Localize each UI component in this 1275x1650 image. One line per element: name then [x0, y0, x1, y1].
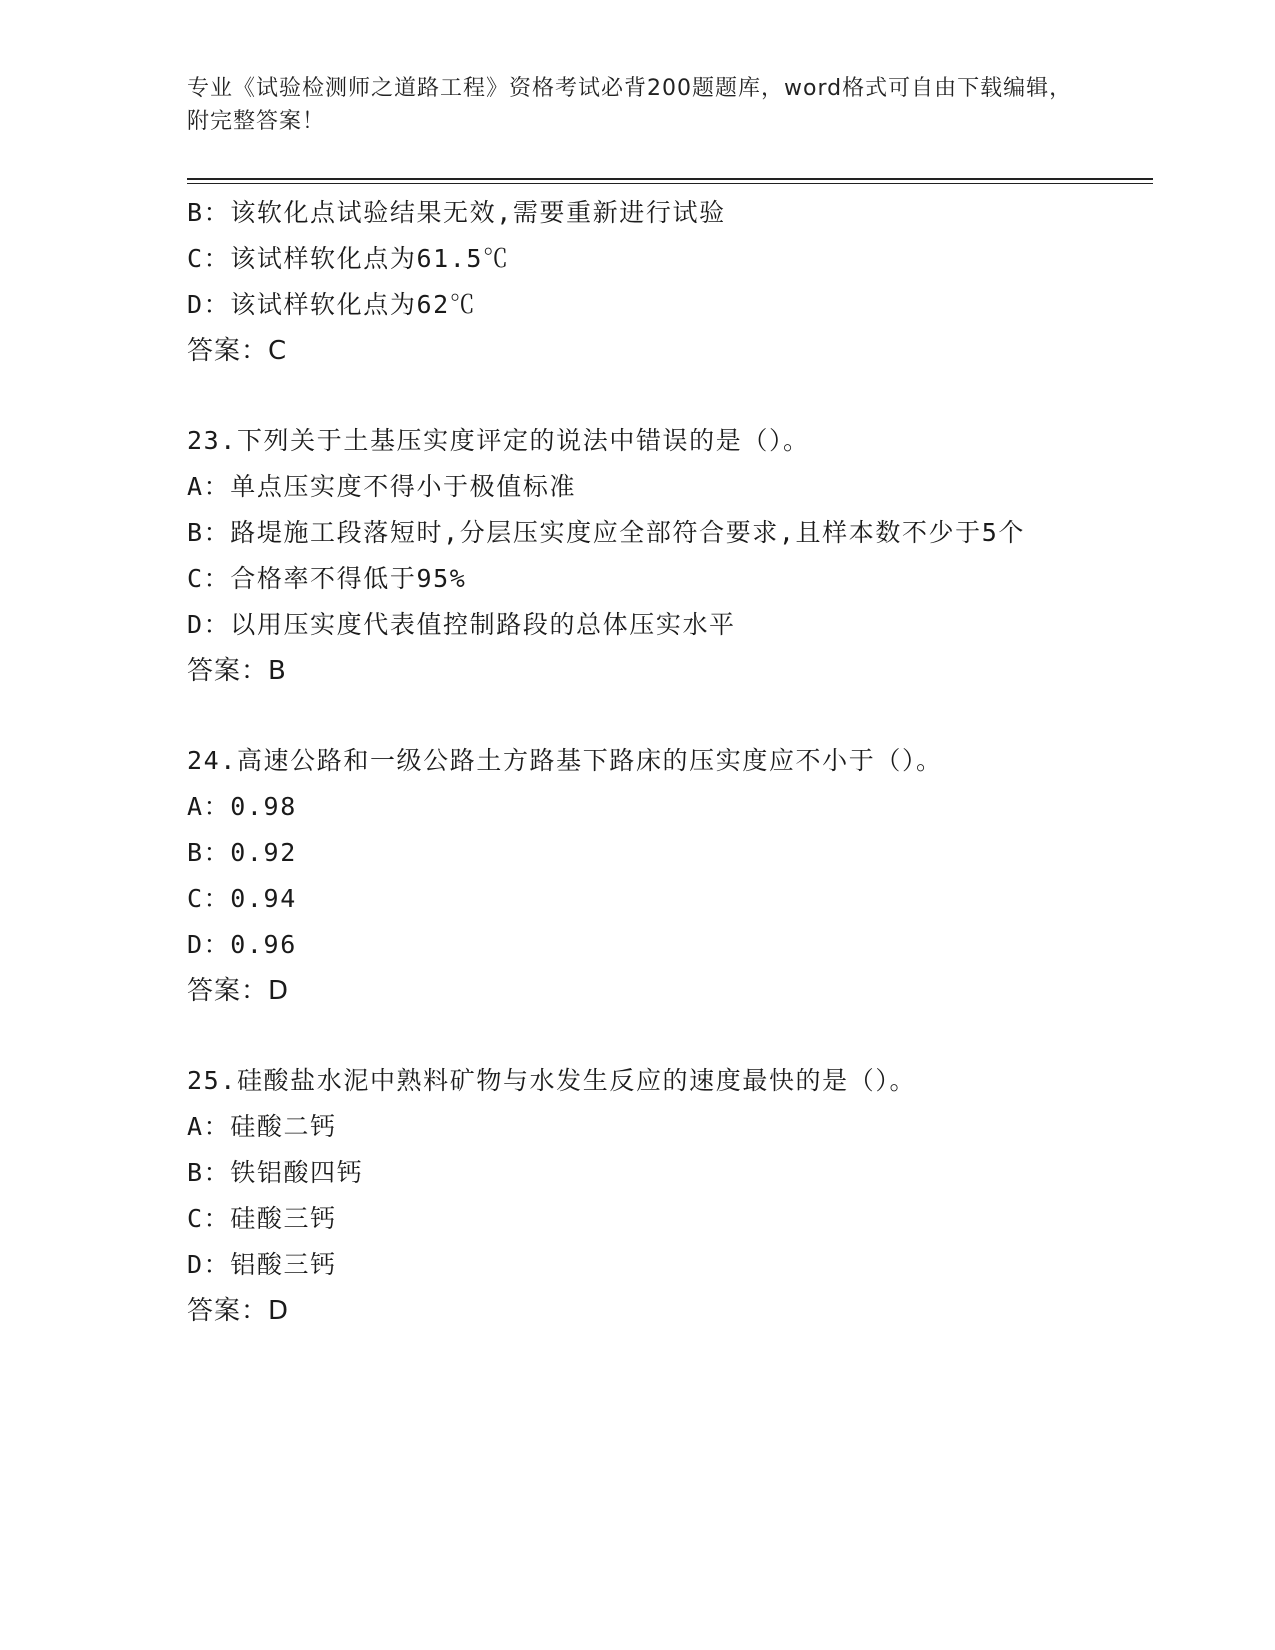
- option-c: C：硅酸三钙: [187, 1204, 337, 1233]
- document-body: [187, 190, 1077, 1334]
- option-d: D：该试样软化点为62℃: [187, 290, 477, 319]
- option-d: D：0.96: [187, 930, 297, 959]
- option-d: D：铝酸三钙: [187, 1250, 337, 1279]
- option-a: A：硅酸二钙: [187, 1112, 337, 1141]
- question-fragment: [187, 190, 1077, 374]
- answer-line: 答案：D: [187, 976, 290, 1006]
- option-b: B：该软化点试验结果无效,需要重新进行试验: [187, 198, 726, 227]
- option-a: A：0.98: [187, 792, 297, 821]
- spacer: [187, 1014, 1077, 1058]
- question-stem: 24.高速公路和一级公路土方路基下路床的压实度应不小于（）。: [187, 746, 943, 775]
- answer-line: 答案：B: [187, 656, 287, 686]
- question-stem: 25.硅酸盐水泥中熟料矿物与水发生反应的速度最快的是（）。: [187, 1066, 917, 1095]
- question-25: [187, 1058, 1077, 1334]
- question-24: [187, 738, 1077, 1014]
- option-b: B：0.92: [187, 838, 297, 867]
- spacer: [187, 694, 1077, 738]
- document-header-title: 专业《试验检测师之道路工程》资格考试必背200题题库，word格式可自由下载编辑，附完整答案！: [187, 76, 1073, 134]
- question-23: [187, 418, 1077, 694]
- answer-line: 答案：D: [187, 1296, 290, 1326]
- option-b: B：路堤施工段落短时,分层压实度应全部符合要求,且样本数不少于5个: [187, 518, 1026, 547]
- option-d: D：以用压实度代表值控制路段的总体压实水平: [187, 610, 736, 639]
- answer-line: 答案：C: [187, 336, 288, 366]
- header-divider-thick: [187, 178, 1153, 180]
- spacer: [187, 374, 1077, 418]
- option-c: C：合格率不得低于95%: [187, 564, 467, 593]
- header-divider-thin: [187, 183, 1153, 184]
- option-b: B：铁铝酸四钙: [187, 1158, 364, 1187]
- option-a: A：单点压实度不得小于极值标准: [187, 472, 577, 501]
- question-stem: 23.下列关于土基压实度评定的说法中错误的是（）。: [187, 426, 810, 455]
- option-c: C：0.94: [187, 884, 297, 913]
- option-c: C：该试样软化点为61.5℃: [187, 244, 510, 273]
